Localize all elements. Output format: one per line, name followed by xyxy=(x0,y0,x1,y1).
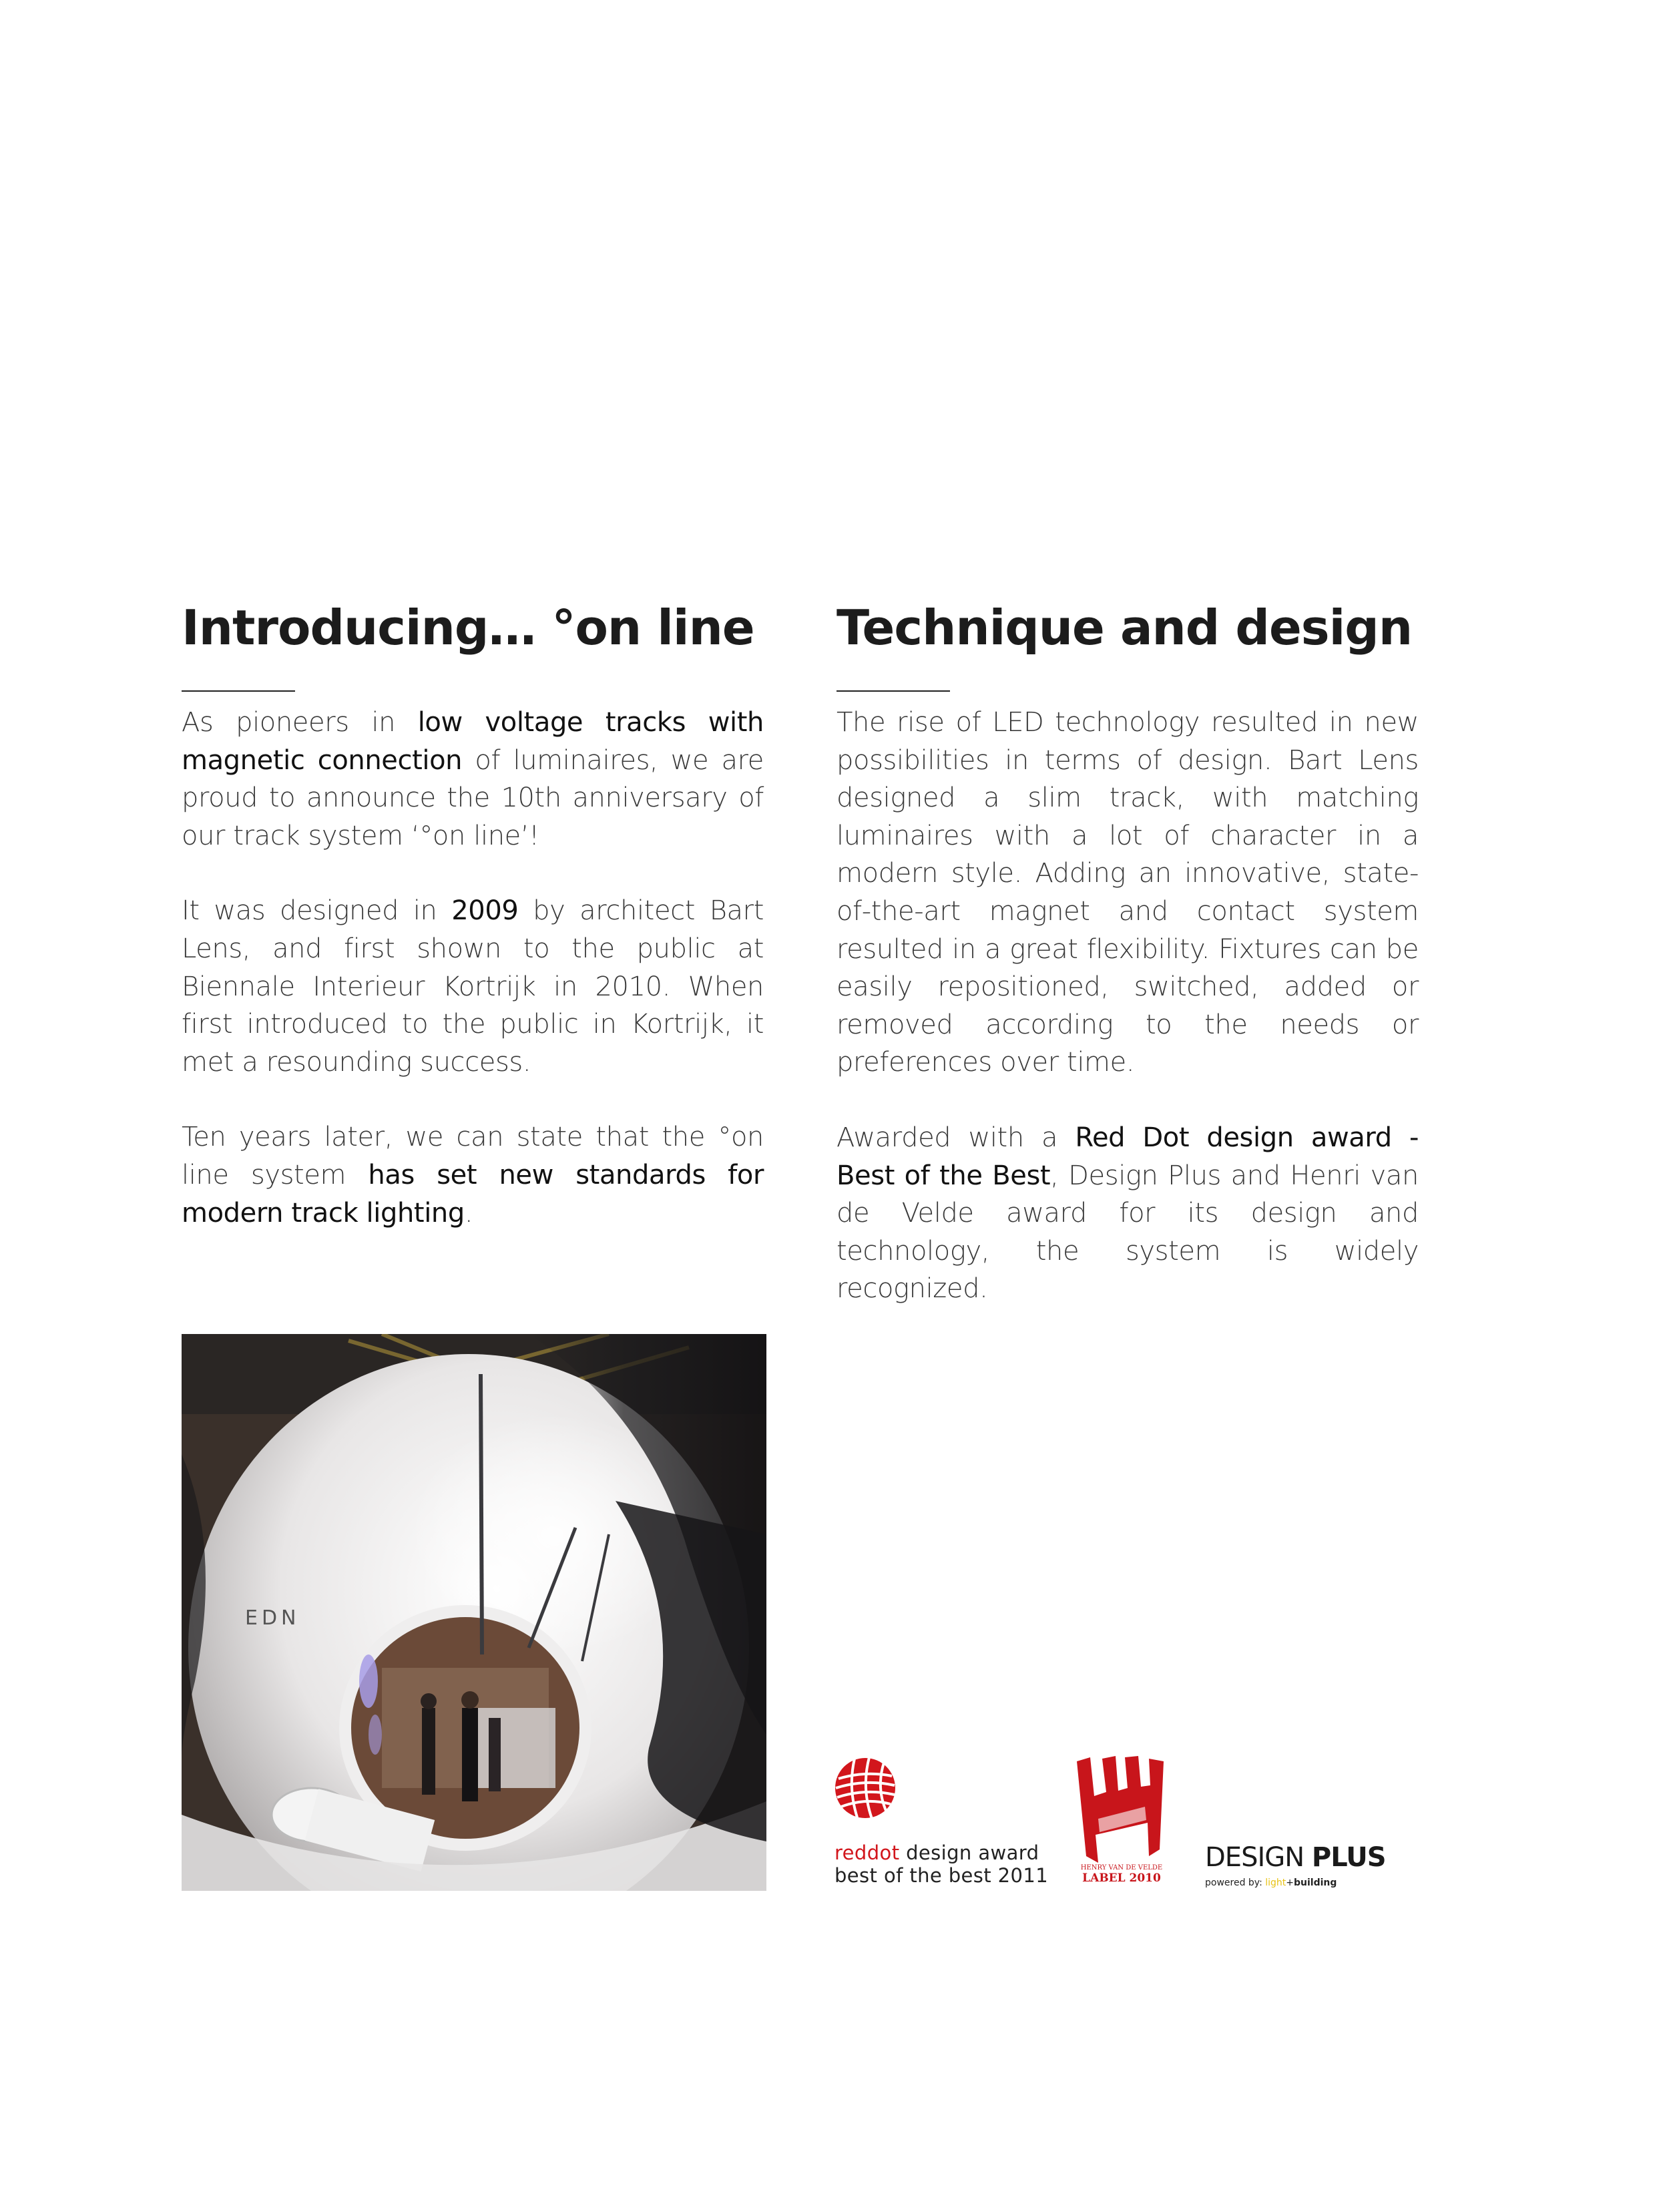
paragraph xyxy=(182,704,764,855)
paragraph xyxy=(182,1118,764,1232)
paragraph xyxy=(182,892,764,1081)
emphasis-text: has set new standards for modern track lighting xyxy=(182,1159,764,1229)
reddot-caption: reddot design award best of the best 2011 xyxy=(834,1841,1049,1887)
emphasis-text: low voltage tracks with magnetic connection xyxy=(182,707,764,776)
body-text: of luminaires, we are proud to announce the 10th anniversary of our track system ‘°on line’! xyxy=(182,744,764,851)
design-plus-wordmark: DESIGN PLUS xyxy=(1205,1842,1386,1873)
paragraph xyxy=(837,1119,1419,1308)
body-text: Ten years later, we can state that the °on line system xyxy=(182,1122,764,1190)
wall-lettering: EDN xyxy=(245,1606,300,1630)
body-text: , Design Plus and Henri van de Velde award for its design and technology, the system is widely recognized. xyxy=(837,1160,1419,1305)
award-logos xyxy=(834,1756,1435,1903)
reddot-emblem-icon xyxy=(834,1756,901,1823)
henry-van-de-velde-logo xyxy=(1071,1756,1172,1887)
heading-underline xyxy=(837,690,950,692)
heading-introducing: Introducing… °on line xyxy=(182,600,754,656)
left-column xyxy=(182,594,764,1269)
right-column xyxy=(837,594,1419,1345)
body-text: by architect Bart Lens, and first shown to the public at Biennale Interieur Kortrijk in 2010. When first introduced to the public in Kortrijk, it met a resounding success. xyxy=(182,895,764,1078)
exhibition-photo xyxy=(182,1334,766,1891)
body-text: As pioneers in xyxy=(182,707,418,738)
hvdv-label: LABEL 2010 xyxy=(1082,1871,1161,1884)
body-text: Awarded with a xyxy=(837,1122,1076,1153)
design-plus-logo xyxy=(1205,1843,1419,1890)
reddot-logo xyxy=(834,1756,1049,1887)
body-text: The rise of LED technology resulted in new possibilities in terms of design. Bart Lens designed a slim track, with matching luminaires with a lot of character in a modern style. Adding an innovative, state-of-the-art magnet and contact system resulted in a great flexibility. Fixtures can be easily repositioned, switched, added or removed according to the needs or preferences over time. xyxy=(837,707,1419,1078)
body-text: . xyxy=(464,1197,473,1229)
tunnel-illustration xyxy=(182,1334,766,1891)
body-text: It was designed in xyxy=(182,895,452,927)
design-plus-powered-by: powered by: light+building xyxy=(1205,1877,1337,1888)
paragraph xyxy=(837,704,1419,1082)
emphasis-text: 2009 xyxy=(451,895,519,927)
heading-technique: Technique and design xyxy=(837,600,1413,656)
hvdv-top-text: HENRY VAN DE VELDE xyxy=(1080,1864,1163,1871)
heading-underline xyxy=(182,690,295,692)
hvdv-chair-icon xyxy=(1071,1756,1172,1884)
emphasis-text: Red Dot design award - Best of the Best xyxy=(837,1122,1419,1191)
